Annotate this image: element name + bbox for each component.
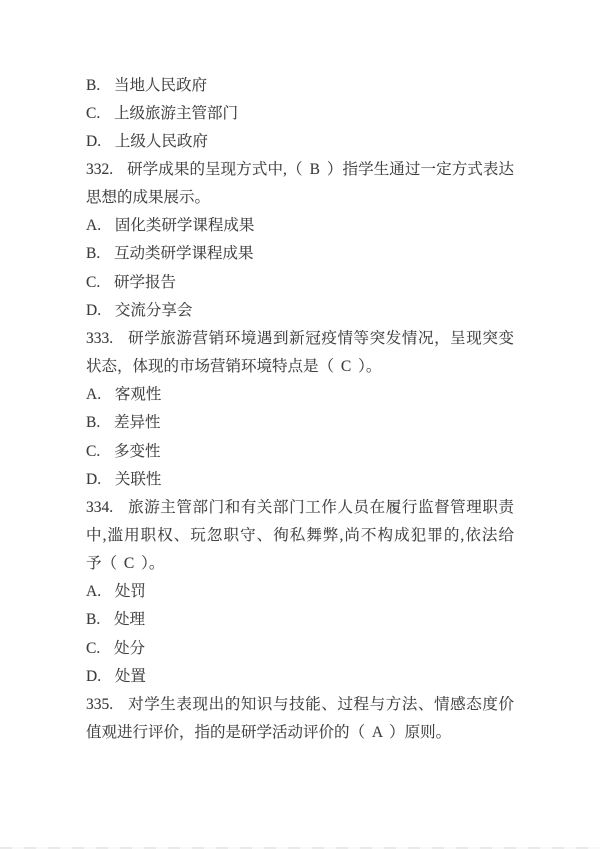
q332-option-c: C. 研学报告 bbox=[86, 273, 176, 291]
q331-option-c: C. 上级旅游主管部门 bbox=[86, 104, 238, 122]
q334-option-c: C. 处分 bbox=[86, 639, 145, 657]
q334-option-b: B. 处理 bbox=[86, 611, 145, 629]
q331-option-b: B. 当地人民政府 bbox=[86, 76, 207, 94]
question-335-stem-cont: 值观进行评价，指的是研学活动评价的（ A ）原则。 bbox=[86, 724, 452, 742]
q332-option-a: A. 固化类研学课程成果 bbox=[86, 217, 255, 235]
q333-option-a: A. 客观性 bbox=[86, 386, 162, 404]
question-334-stem: 334. 旅游主管部门和有关部门工作人员在履行监督管理职责 bbox=[86, 498, 514, 516]
question-335-stem: 335. 对学生表现出的知识与技能、过程与方法、情感态度价 bbox=[86, 695, 514, 713]
q331-option-d: D. 上级人民政府 bbox=[86, 132, 208, 150]
q334-option-a: A. 处罚 bbox=[86, 583, 146, 601]
question-333-stem: 333. 研学旅游营销环境遇到新冠疫情等突发情况，呈现突变 bbox=[86, 329, 514, 347]
q334-option-d: D. 处置 bbox=[86, 667, 146, 685]
question-332-stem-cont: 思想的成果展示。 bbox=[86, 189, 211, 207]
q332-option-b: B. 互动类研学课程成果 bbox=[86, 245, 254, 263]
q333-option-c: C. 多变性 bbox=[86, 442, 161, 460]
q333-option-d: D. 关联性 bbox=[86, 470, 162, 488]
exam-text-block bbox=[86, 72, 514, 748]
question-332-stem: 332. 研学成果的呈现方式中,（ B ）指学生通过一定方式表达 bbox=[86, 160, 514, 178]
q333-option-b: B. 差异性 bbox=[86, 414, 161, 432]
question-333-stem-cont: 状态，体现的市场营销环境特点是（ C ）。 bbox=[86, 358, 382, 376]
question-334-stem-cont-2: 予（ C ）。 bbox=[86, 555, 165, 573]
q332-option-d: D. 交流分享会 bbox=[86, 301, 193, 319]
question-334-stem-cont-1: 中,滥用职权、玩忽职守、徇私舞弊,尚不构成犯罪的,依法给 bbox=[86, 527, 514, 544]
